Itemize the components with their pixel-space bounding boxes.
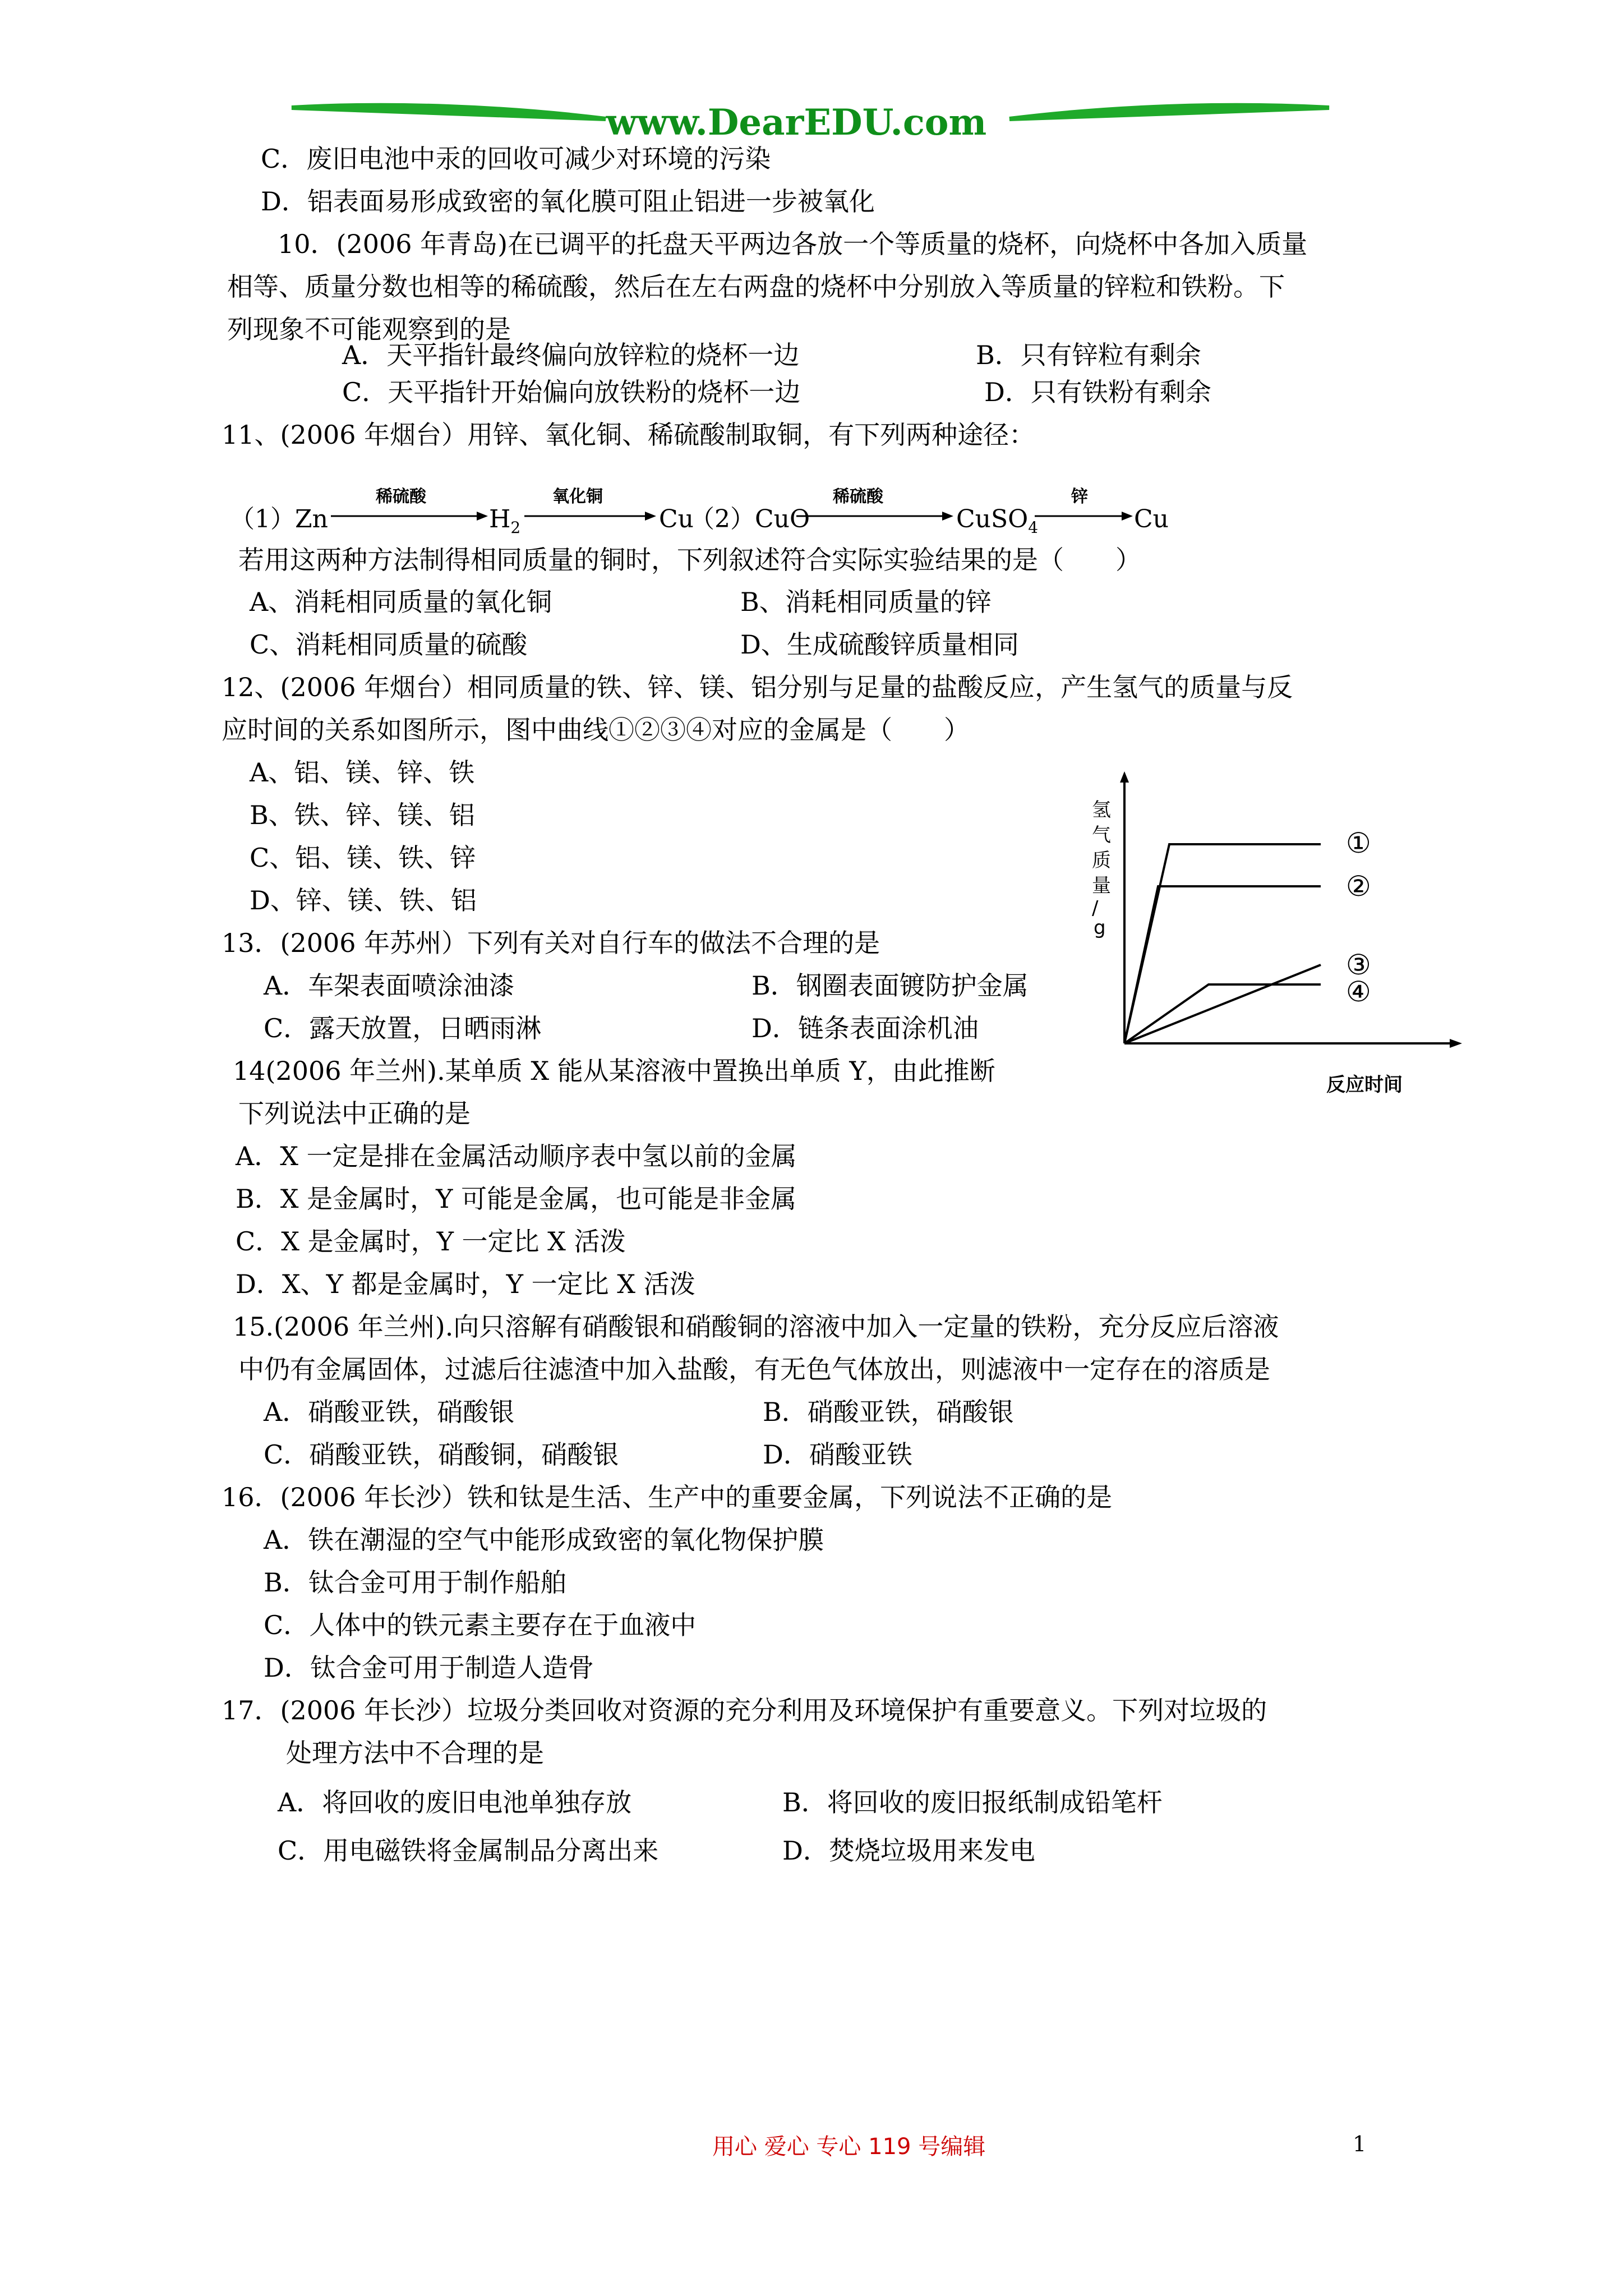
- reaction-2-reagent-2: 锌: [1071, 487, 1088, 507]
- reaction-1-reagent-2: 氧化铜: [552, 487, 603, 507]
- option-line: C、铝、镁、铁、锌: [250, 843, 476, 873]
- option-line: B．只有锌粒有剩余: [976, 340, 1201, 370]
- reaction-2-product: Cu: [1134, 505, 1169, 533]
- question-10-line: 列现象不可能观察到的是: [227, 314, 511, 344]
- curve-label: ③: [1346, 949, 1371, 981]
- reaction-1-product: Cu: [659, 505, 694, 533]
- option-line: B、消耗相同质量的锌: [740, 587, 992, 617]
- site-logo-text: www.DearEDU.com: [606, 102, 987, 144]
- y-axis-label-char: 质: [1092, 849, 1111, 872]
- curve-2: [1124, 886, 1321, 1043]
- question-12-line: 12、(2006 年烟台）相同质量的铁、锌、镁、铝分别与足量的盐酸反应，产生氢气的质量与反: [222, 672, 1293, 702]
- reaction-2-start: （2）CuO: [690, 505, 810, 533]
- option-line: C．天平指针开始偏向放铁粉的烧杯一边: [342, 377, 801, 407]
- option-line: A．车架表面喷涂油漆: [264, 970, 515, 1001]
- question-14-line: 下列说法中正确的是: [238, 1098, 471, 1129]
- option-line: D、生成硫酸锌质量相同: [740, 629, 1019, 660]
- option-line: D．钛合金可用于制造人造骨: [264, 1653, 594, 1683]
- question-10-line: 10．(2006 年青岛)在已调平的托盘天平两边各放一个等质量的烧杯，向烧杯中各加入质量: [278, 229, 1308, 259]
- y-axis-label-char: g: [1094, 917, 1106, 939]
- y-axis-label-char: 氢: [1092, 799, 1111, 821]
- curve-3: [1124, 965, 1321, 1043]
- question-15-line: 15.(2006 年兰州).向只溶解有硝酸银和硝酸铜的溶液中加入一定量的铁粉，充分反应后溶液: [233, 1312, 1279, 1342]
- question-14-line: 14(2006 年兰州).某单质 X 能从某溶液中置换出单质 Y，由此推断: [233, 1056, 995, 1086]
- question-11-line: 11、(2006 年烟台）用锌、氧化铜、稀硫酸制取铜，有下列两种途径：: [222, 420, 1035, 450]
- footer-text: 用心 爱心 专心 119 号编辑: [712, 2134, 986, 2160]
- question-11-line: 若用这两种方法制得相同质量的铜时，下列叙述符合实际实验结果的是（ ）: [238, 545, 1141, 575]
- question-13-line: 13．(2006 年苏州）下列有关对自行车的做法不合理的是: [222, 928, 880, 958]
- page-number: 1: [1353, 2132, 1367, 2156]
- reaction-2-intermediate: CuSO$_4$: [956, 505, 1039, 537]
- question-17-line: 17．(2006 年长沙）垃圾分类回收对资源的充分利用及环境保护有重要意义。下列对垃圾的: [222, 1695, 1267, 1726]
- option-line: D．硝酸亚铁: [763, 1439, 912, 1470]
- option-line: A、消耗相同质量的氧化铜: [250, 587, 552, 617]
- x-axis-label: 反应时间: [1326, 1074, 1403, 1096]
- curve-label: ②: [1346, 870, 1371, 903]
- reaction-1-reagent: 稀硫酸: [376, 487, 426, 507]
- left-swoosh-decoration: [292, 105, 606, 119]
- option-line: C．用电磁铁将金属制品分离出来: [278, 1835, 659, 1866]
- curve-1: [1124, 844, 1321, 1043]
- reaction-1-start: （1）Zn: [230, 505, 328, 533]
- right-swoosh-decoration: [1009, 105, 1329, 119]
- option-line: D．链条表面涂机油: [751, 1013, 979, 1043]
- option-line: A、铝、镁、锌、铁: [250, 757, 475, 788]
- option-line: C．露天放置，日晒雨淋: [264, 1013, 542, 1043]
- reaction-2-reagent: 稀硫酸: [833, 487, 883, 507]
- y-axis-label-char: /: [1092, 897, 1099, 919]
- question-10-line: 相等、质量分数也相等的稀硫酸，然后在左右两盘的烧杯中分别放入等质量的锌粒和铁粉。下: [227, 272, 1285, 302]
- option-line: C、消耗相同质量的硫酸: [250, 629, 528, 660]
- option-line: C．人体中的铁元素主要存在于血液中: [264, 1610, 697, 1640]
- question-16-line: 16．(2006 年长沙）铁和钛是生活、生产中的重要金属，下列说法不正确的是: [222, 1482, 1113, 1512]
- question-17-line: 处理方法中不合理的是: [286, 1738, 544, 1768]
- option-line: D．铝表面易形成致密的氧化膜可阻止铝进一步被氧化: [261, 186, 875, 217]
- site-header-logo: [0, 0, 1623, 146]
- option-line: A．硝酸亚铁，硝酸银: [264, 1397, 515, 1427]
- option-line: A．天平指针最终偏向放锌粒的烧杯一边: [342, 340, 800, 370]
- hydrogen-mass-graph: [1063, 766, 1467, 1108]
- option-line: C．废旧电池中汞的回收可减少对环境的污染: [261, 144, 771, 174]
- option-line: C．X 是金属时，Y 一定比 X 活泼: [236, 1226, 626, 1257]
- reaction-1-intermediate: $H_2$: [489, 505, 521, 537]
- option-line: B．X 是金属时，Y 可能是金属，也可能是非金属: [236, 1184, 797, 1214]
- option-line: A．X 一定是排在金属活动顺序表中氢以前的金属: [236, 1141, 797, 1171]
- reaction-pathways: [230, 482, 1183, 544]
- option-line: D．焚烧垃圾用来发电: [782, 1835, 1035, 1866]
- option-line: D．只有铁粉有剩余: [984, 377, 1211, 407]
- curve-label: ④: [1346, 976, 1371, 1008]
- curve-4: [1124, 984, 1321, 1043]
- option-line: B．将回收的废旧报纸制成铅笔杆: [782, 1787, 1163, 1818]
- option-line: B、铁、锌、镁、铝: [250, 800, 475, 830]
- option-line: D、锌、镁、铁、铝: [250, 885, 477, 915]
- question-15-line: 中仍有金属固体，过滤后往滤渣中加入盐酸，有无色气体放出，则滤液中一定存在的溶质是: [238, 1354, 1270, 1384]
- option-line: B．硝酸亚铁，硝酸银: [763, 1397, 1014, 1427]
- y-axis-label-char: 气: [1092, 824, 1111, 846]
- curve-label: ①: [1346, 827, 1371, 859]
- y-axis-label-char: 量: [1092, 875, 1111, 897]
- option-line: B．钛合金可用于制作船舶: [264, 1567, 566, 1598]
- option-line: C．硝酸亚铁，硝酸铜，硝酸银: [264, 1439, 619, 1470]
- question-12-line: 应时间的关系如图所示，图中曲线①②③④对应的金属是（ ）: [222, 715, 970, 745]
- option-line: A．铁在潮湿的空气中能形成致密的氧化物保护膜: [264, 1525, 824, 1555]
- option-line: A．将回收的废旧电池单独存放: [278, 1787, 632, 1818]
- option-line: D．X、Y 都是金属时，Y 一定比 X 活泼: [236, 1269, 695, 1299]
- option-line: B．钢圈表面镀防护金属: [751, 970, 1029, 1001]
